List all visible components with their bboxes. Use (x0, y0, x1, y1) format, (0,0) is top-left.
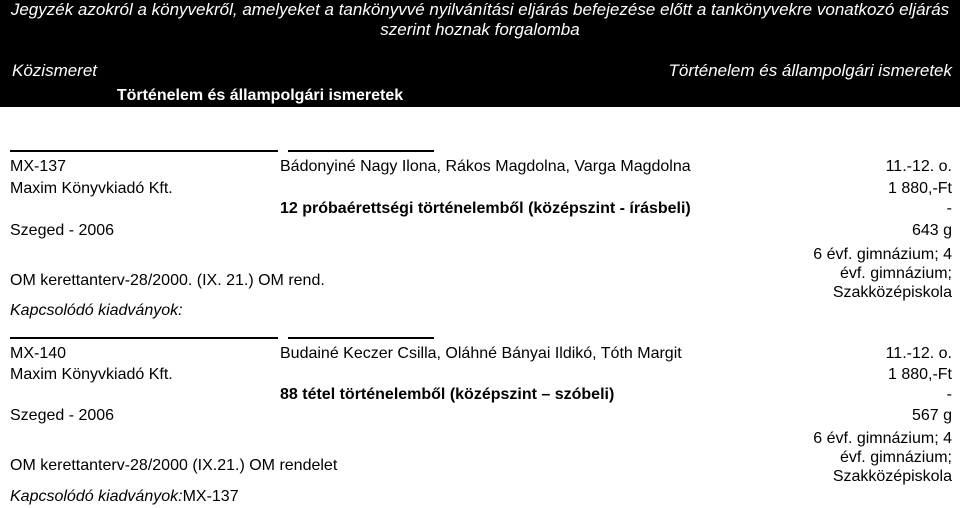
related-publications (10, 488, 239, 506)
book-school-types: 6 évf. gimnázium; 4 évf. gimnázium; Szakközépiskola (813, 246, 952, 301)
related-publications (10, 302, 183, 320)
related-value: MX-137 (182, 488, 239, 505)
book-place-year: Szeged - 2006 (10, 407, 115, 424)
book-price: 1 880,-Ft (887, 366, 952, 383)
book-code: MX-137 (10, 158, 67, 175)
related-label: Kapcsolódó kiadványok: (10, 488, 183, 505)
document-header (0, 0, 960, 107)
subject-heading (0, 87, 960, 105)
book-weight: 567 g (911, 407, 952, 424)
book-publisher: Maxim Könyvkiadó Kft. (10, 180, 173, 197)
book-weight: 643 g (911, 222, 952, 239)
book-entry (0, 337, 960, 508)
document-title: Jegyzék azokról a könyvekről, amelyeket a tankönyvvé nyilvánítási eljárás befejezése előtt a tankönyvekre vonatkozó eljárás szerint hoznak forgalomba (10, 0, 950, 39)
subject-label: Történelem és állampolgári ismeretek (668, 61, 952, 80)
related-label: Kapcsolódó kiadványok: (10, 302, 183, 319)
book-authors: Budainé Keczer Csilla, Oláhné Bányai Ildikó, Tóth Margit (280, 345, 682, 362)
book-curriculum: OM kerettanterv-28/2000 (IX.21.) OM rendelet (10, 457, 338, 474)
book-dash: - (946, 386, 952, 403)
book-curriculum: OM kerettanterv-28/2000. (IX. 21.) OM rend. (10, 272, 325, 289)
book-grades: 11.-12. o. (885, 345, 952, 362)
book-entry (0, 150, 960, 325)
book-authors: Bádonyiné Nagy Ilona, Rákos Magdolna, Varga Magdolna (280, 158, 691, 175)
book-title: 12 próbaérettségi történelemből (középszint - írásbeli) (280, 200, 691, 217)
book-title: 88 tétel történelemből (középszint – szóbeli) (280, 386, 615, 403)
entry-rule-center (288, 150, 434, 152)
book-publisher: Maxim Könyvkiadó Kft. (10, 366, 173, 383)
entry-rule-center (288, 337, 434, 339)
book-code: MX-140 (10, 345, 67, 362)
subject-heading-text: Történelem és állampolgári ismeretek (116, 87, 404, 104)
entry-rule-left (10, 150, 278, 152)
book-price: 1 880,-Ft (887, 180, 952, 197)
book-school-types: 6 évf. gimnázium; 4 évf. gimnázium; Szakközépiskola (813, 430, 952, 485)
entry-rule-left (10, 337, 278, 339)
book-place-year: Szeged - 2006 (10, 222, 115, 239)
book-grades: 11.-12. o. (885, 158, 952, 175)
category-label: Közismeret (12, 61, 98, 80)
book-dash: - (946, 200, 952, 217)
